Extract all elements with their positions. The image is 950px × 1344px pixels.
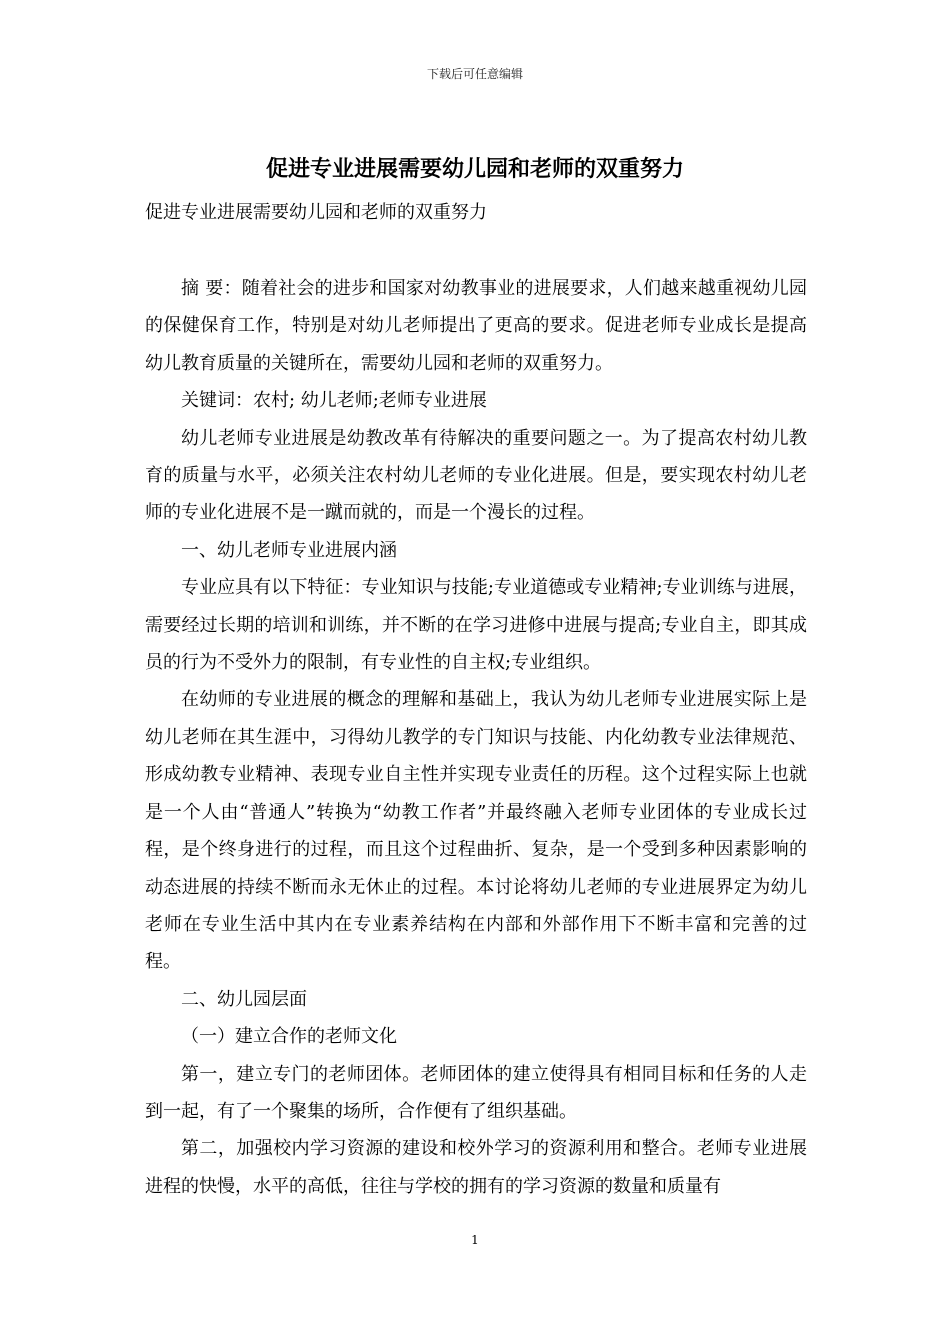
body-paragraph: 第二，加强校内学习资源的建设和校外学习的资源利用和整合。老师专业进展进程的快慢，水平的高低，往往与学校的拥有的学习资源的数量和质量有 <box>145 1138 807 1197</box>
subsection-heading-1: （一）建立合作的老师文化 <box>181 1026 397 1048</box>
document-subtitle: 促进专业进展需要幼儿园和老师的双重努力 <box>145 202 487 223</box>
keywords-paragraph: 关键词：农村; 幼儿老师;老师专业进展 <box>181 390 487 412</box>
abstract-paragraph: 摘 要：随着社会的进步和国家对幼教事业的进展要求，人们越来越重视幼儿园的保健保育工作，特别是对幼儿老师提出了更高的要求。促进老师专业成长是提高幼儿教育质量的关键所在，需要幼儿园和老师的双重努力。 <box>145 278 807 374</box>
body-paragraph: 在幼师的专业进展的概念的理解和基础上，我认为幼儿老师专业进展实际上是幼儿老师在其生涯中，习得幼儿教学的专门知识与技能、内化幼教专业法律规范、形成幼教专业精神、表现专业自主性并实现专业责任的历程。这个过程实际上也就是一个人由“普通人”转换为“幼教工作者”并最终融入老师专业团体的专业成长过程，是个终身进行的过程，而且这个过程曲折、复杂，是一个受到多种因素影响的动态进展的持续不断而永无休止的过程。本讨论将幼儿老师的专业进展界定为幼儿老师在专业生活中其内在专业素养结构在内部和外部作用下不断丰富和完善的过程。 <box>145 689 807 973</box>
document-body <box>145 270 807 1205</box>
header-note: 下载后可任意编辑 <box>426 67 523 81</box>
section-heading-2: 二、幼儿园层面 <box>181 988 307 1010</box>
section-heading-1: 一、幼儿老师专业进展内涵 <box>181 539 397 561</box>
intro-paragraph: 幼儿老师专业进展是幼教改革有待解决的重要问题之一。为了提高农村幼儿教育的质量与水平，必须关注农村幼儿老师的专业化进展。但是，要实现农村幼儿老师的专业化进展不是一蹴而就的，而是一个漫长的过程。 <box>145 427 807 524</box>
body-paragraph: 专业应具有以下特征：专业知识与技能;专业道德或专业精神;专业训练与进展，需要经过长期的培训和训练，并不断的在学习进修中进展与提高;专业自主，即其成员的行为不受外力的限制，有专业性的自主权;专业组织。 <box>145 577 807 674</box>
document-title: 促进专业进展需要幼儿园和老师的双重努力 <box>265 157 684 182</box>
page-number: 1 <box>471 1233 479 1247</box>
body-paragraph: 第一，建立专门的老师团体。老师团体的建立使得具有相同目标和任务的人走到一起，有了一个聚集的场所，合作便有了组织基础。 <box>145 1063 807 1122</box>
